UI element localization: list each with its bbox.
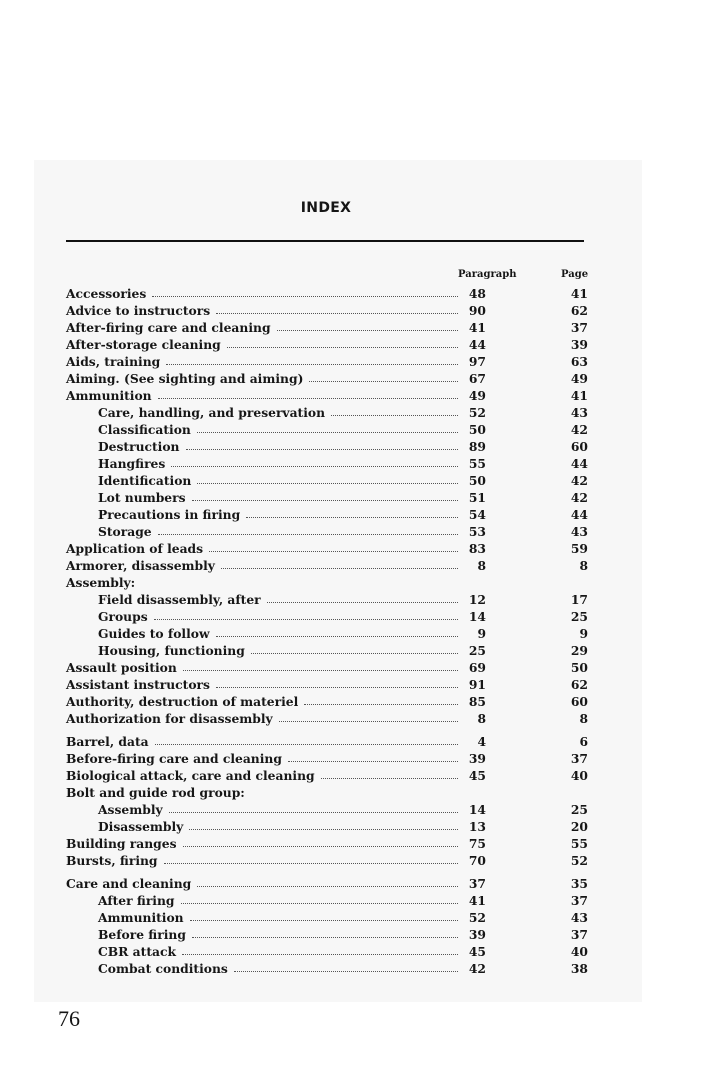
dot-leader: [309, 381, 458, 382]
entry-paragraph: 97: [468, 354, 486, 369]
index-entry: Assault position 69 50: [66, 660, 588, 675]
index-entry: Identification 50 42: [98, 473, 588, 488]
index-entry: Authorization for disassembly 8 8: [66, 711, 588, 726]
entry-paragraph: 4: [477, 734, 486, 749]
dot-leader: [209, 551, 458, 552]
entry-page: 37: [570, 320, 588, 335]
index-entry: After-storage cleaning 44 39: [66, 337, 588, 352]
entry-page: 37: [570, 751, 588, 766]
entry-page: 41: [570, 286, 588, 301]
entry-page: 25: [570, 802, 588, 817]
entry-paragraph: 8: [477, 711, 486, 726]
index-entry: Storage 53 43: [98, 524, 588, 539]
index-entry: Bursts, firing 70 52: [66, 853, 588, 868]
entry-page: 37: [570, 927, 588, 942]
index-entry: CBR attack 45 40: [98, 944, 588, 959]
index-entry: Disassembly 13 20: [98, 819, 588, 834]
dot-leader: [221, 568, 458, 569]
entry-paragraph: 70: [468, 853, 486, 868]
entry-page: 8: [579, 711, 588, 726]
entry-paragraph: 89: [468, 439, 486, 454]
dot-leader: [181, 903, 458, 904]
entry-page: 8: [579, 558, 588, 573]
dot-leader: [197, 483, 458, 484]
index-entry: Before-firing care and cleaning 39 37: [66, 751, 588, 766]
dot-leader: [186, 449, 459, 450]
entry-paragraph: 9: [477, 626, 486, 641]
index-entry: After-firing care and cleaning 41 37: [66, 320, 588, 335]
entry-paragraph: 51: [468, 490, 486, 505]
entry-page: 9: [579, 626, 588, 641]
entry-page: 6: [579, 734, 588, 749]
index-entry: Barrel, data 4 6: [66, 734, 588, 749]
dot-leader: [183, 846, 459, 847]
entry-paragraph: 49: [468, 388, 486, 403]
dot-leader: [267, 602, 458, 603]
index-entry: Application of leads 83 59: [66, 541, 588, 556]
index-entry: Assembly:: [66, 575, 136, 590]
entry-paragraph: 69: [468, 660, 486, 675]
entry-page: 44: [570, 507, 588, 522]
index-entry: After firing 41 37: [98, 893, 588, 908]
dot-leader: [216, 636, 458, 637]
entry-page: 20: [570, 819, 588, 834]
index-entry: Authority, destruction of materiel 85 60: [66, 694, 588, 709]
entry-page: 52: [570, 853, 588, 868]
entry-paragraph: 90: [468, 303, 486, 318]
dot-leader: [197, 886, 458, 887]
entry-paragraph: 42: [468, 961, 486, 976]
entry-paragraph: 12: [468, 592, 486, 607]
dot-leader: [246, 517, 458, 518]
entry-paragraph: 45: [468, 944, 486, 959]
index-entry: Biological attack, care and cleaning 45 40: [66, 768, 588, 783]
index-entry: Lot numbers 51 42: [98, 490, 588, 505]
paragraph-column-header: Paragraph: [458, 269, 517, 280]
entry-page: 59: [570, 541, 588, 556]
dot-leader: [192, 500, 458, 501]
index-entry: Aiming. (See sighting and aiming) 67 49: [66, 371, 588, 386]
entry-paragraph: 85: [468, 694, 486, 709]
index-entry: Accessories 48 41: [66, 286, 588, 301]
entry-page: 42: [570, 473, 588, 488]
entry-page: 40: [570, 944, 588, 959]
entry-paragraph: 37: [468, 876, 486, 891]
dot-leader: [183, 670, 458, 671]
dot-leader: [158, 398, 458, 399]
entry-page: 29: [570, 643, 588, 658]
page-number: 76: [58, 1006, 80, 1031]
index-title: INDEX: [300, 200, 352, 216]
entry-paragraph: 53: [468, 524, 486, 539]
entry-paragraph: 55: [468, 456, 486, 471]
entry-paragraph: 48: [468, 286, 486, 301]
index-entry: Combat conditions 42 38: [98, 961, 588, 976]
dot-leader: [169, 812, 458, 813]
entry-paragraph: 91: [468, 677, 486, 692]
entry-page: 25: [570, 609, 588, 624]
entry-page: 50: [570, 660, 588, 675]
dot-leader: [182, 954, 458, 955]
dot-leader: [164, 863, 458, 864]
dot-leader: [321, 778, 458, 779]
dot-leader: [331, 415, 458, 416]
entry-page: 55: [570, 836, 588, 851]
index-entry: Armorer, disassembly 8 8: [66, 558, 588, 573]
index-entry: Advice to instructors 90 62: [66, 303, 588, 318]
entry-page: 38: [570, 961, 588, 976]
index-entry: Building ranges 75 55: [66, 836, 588, 851]
entry-page: 44: [570, 456, 588, 471]
index-entry: Precautions in firing 54 44: [98, 507, 588, 522]
entry-page: 41: [570, 388, 588, 403]
entry-page: 40: [570, 768, 588, 783]
entry-paragraph: 52: [468, 405, 486, 420]
dot-leader: [152, 296, 458, 297]
entry-paragraph: 39: [468, 751, 486, 766]
entry-page: 60: [570, 694, 588, 709]
dot-leader: [189, 829, 458, 830]
entry-page: 37: [570, 893, 588, 908]
entry-paragraph: 14: [468, 802, 486, 817]
entry-paragraph: 50: [468, 473, 486, 488]
entry-paragraph: 50: [468, 422, 486, 437]
dot-leader: [234, 971, 458, 972]
entry-page: 43: [570, 910, 588, 925]
title-rule: [66, 240, 584, 242]
entry-page: 35: [570, 876, 588, 891]
dot-leader: [277, 330, 458, 331]
index-entry: Aids, training 97 63: [66, 354, 588, 369]
entry-page: 39: [570, 337, 588, 352]
entry-page: 63: [570, 354, 588, 369]
dot-leader: [155, 744, 458, 745]
entry-paragraph: 8: [477, 558, 486, 573]
entry-paragraph: 45: [468, 768, 486, 783]
entry-paragraph: 44: [468, 337, 486, 352]
entry-page: 62: [570, 677, 588, 692]
entry-page: 17: [570, 592, 588, 607]
dot-leader: [216, 313, 458, 314]
index-entry: Destruction 89 60: [98, 439, 588, 454]
index-entry: Classification 50 42: [98, 422, 588, 437]
index-entries: [0, 285, 728, 977]
index-entry: Ammunition 49 41: [66, 388, 588, 403]
entry-page: 43: [570, 405, 588, 420]
dot-leader: [279, 721, 458, 722]
entry-paragraph: 13: [468, 819, 486, 834]
dot-leader: [154, 619, 458, 620]
entry-paragraph: 52: [468, 910, 486, 925]
dot-leader: [251, 653, 458, 654]
entry-page: 43: [570, 524, 588, 539]
index-entry: Bolt and guide rod group:: [66, 785, 245, 800]
index-entry: Care, handling, and preservation 52 43: [98, 405, 588, 420]
index-entry: Housing, functioning 25 29: [98, 643, 588, 658]
index-entry: Before firing 39 37: [98, 927, 588, 942]
index-entry: Care and cleaning 37 35: [66, 876, 588, 891]
index-entry: Groups 14 25: [98, 609, 588, 624]
index-entry: Hangfires 55 44: [98, 456, 588, 471]
entry-page: 60: [570, 439, 588, 454]
dot-leader: [304, 704, 458, 705]
entry-paragraph: 41: [468, 893, 486, 908]
dot-leader: [227, 347, 458, 348]
entry-paragraph: 54: [468, 507, 486, 522]
index-entry: Assistant instructors 91 62: [66, 677, 588, 692]
dot-leader: [158, 534, 458, 535]
entry-paragraph: 83: [468, 541, 486, 556]
dot-leader: [171, 466, 458, 467]
entry-paragraph: 41: [468, 320, 486, 335]
entry-page: 62: [570, 303, 588, 318]
dot-leader: [216, 687, 458, 688]
index-entry: Assembly 14 25: [98, 802, 588, 817]
entry-paragraph: 14: [468, 609, 486, 624]
entry-paragraph: 25: [468, 643, 486, 658]
index-entry: Guides to follow 9 9: [98, 626, 588, 641]
page-column-header: Page: [561, 269, 589, 280]
entry-paragraph: 67: [468, 371, 486, 386]
entry-page: 42: [570, 490, 588, 505]
entry-paragraph: 39: [468, 927, 486, 942]
entry-page: 42: [570, 422, 588, 437]
index-entry: Field disassembly, after 12 17: [98, 592, 588, 607]
entry-page: 49: [570, 371, 588, 386]
index-entry: Ammunition 52 43: [98, 910, 588, 925]
entry-paragraph: 75: [468, 836, 486, 851]
dot-leader: [197, 432, 458, 433]
dot-leader: [166, 364, 458, 365]
dot-leader: [192, 937, 458, 938]
dot-leader: [288, 761, 458, 762]
dot-leader: [190, 920, 458, 921]
